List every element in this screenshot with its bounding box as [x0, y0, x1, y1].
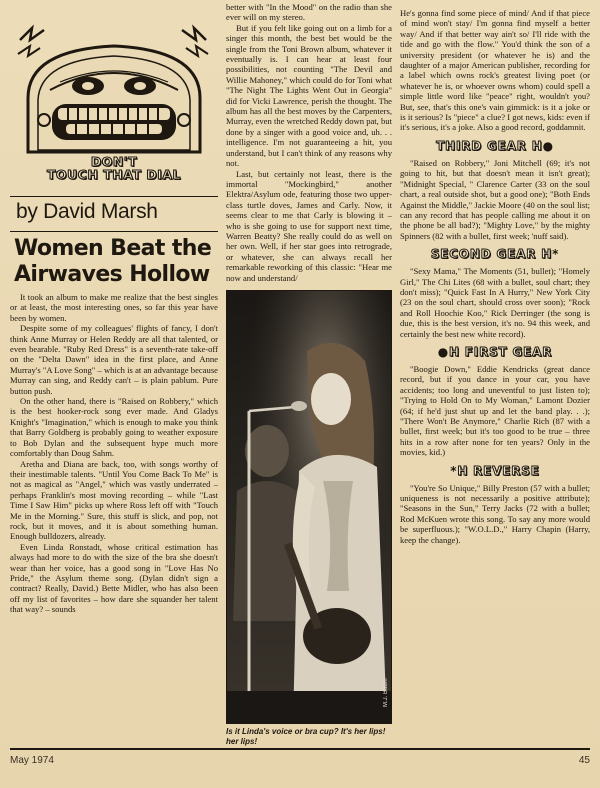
- paragraph: Even Linda Ronstadt, whose critical estimation has always had more to do with the size of the bra she doesn't wear than her voice, has a good song in "Love Has No Pride," the Asylum theme song. (Dylan didn't sign a contract? Really, David.) Bette Midler, who has also been off my list of favorites – how dare she squander her talent that way? – sounds: [10, 541, 218, 615]
- section-text-first-gear: "Boogie Down," Eddie Kendricks (great dance record, but if you dance in your car, you have accidents; too long and uneventful to just listen to); "Trying to Hold On to My Woman," Lamont Dozier (64; if he'd just shut up and let the band play. . .); "There Won't Be Anymore," Charlie Rich (87 with a bullet, first week; but it's too good to be true – three hits in a row after none for ten years? Only in the movies, kid.): [400, 363, 590, 458]
- issue-date: May 1974: [10, 755, 54, 766]
- paragraph: He's gonna find some piece of mind/ And if that piece of mind won't stay/ I'm gonna find myself a better way/ And if that better way ain't so/ I'll ride with the tide and go with the flow." You'd think the son of a university president (or whatever he is) and the daughter of a major American publisher, recording for a label which owns rock's greatest living poet (or whatever he is, or whoever owns whom) could spell a simple little word like "peace" right, wouldn't you? But, see, that's this one's vain gimmick: is it a joke or is it serious? Is "piece" a clue? I got news, kids: even if it's serious, it's a joke. Also a good record, goddamnit.: [400, 8, 590, 133]
- tv-face-logo-icon: [10, 20, 218, 155]
- photo-caption: Is it Linda's voice or bra cup? It's her lips! her lips!: [226, 727, 386, 746]
- section-text-second-gear: "Sexy Mama," The Moments (51, bullet); "Homely Girl," The Chi Lites (68 with a bullet, soul chart; they don't miss); "Quick Fast In A Hurry," New York City (23 on the soul chart, should cross over soon); "Rock and Roll Hoochie Koo," Rick Derringer (the song is due, this is the best version, it's no. 94 this week, and certainly the best new white record).: [400, 266, 590, 339]
- headline-line2: Airwaves Hollow: [14, 262, 210, 287]
- headline-line1: Women Beat the: [14, 236, 212, 261]
- paragraph: Aretha and Diana are back, too, with songs worthy of their inestimable talents. "Until You Come Back To Me" is not as magical as "Angel," which was vastly underrated – perhaps Franklin's most moving recording – while "Last Time I Saw Him" picks up where Ross left off with "Touch Me in the Morning." Sure, this stuff is slick, and pop, not rock, but it moves, and it is about something human. Enough bulldozers, already.: [10, 458, 218, 542]
- column-three-text: [400, 8, 590, 545]
- byline-bottom-rule: [10, 231, 218, 232]
- section-heading-reverse: *H REVERSE: [450, 463, 540, 478]
- singer-photo-image-icon: [227, 291, 392, 724]
- paragraph: But if you felt like going out on a limb for a singer this month, the best bet would be the single from the Toni Brown album, whatever it eventually is. I can hear at least four possibilities, not counting "The Devil and Willie Mahoney," which could do for Toni what "The Night The Lights Went Out in Georgia" did for Vicki Lawrence, perish the thought. The album has all the best moves by the Carpenters, Murray, even the wretched Reddy down pat, but done by a singer with a good voice and, uh. . . intelligence. I'm not guaranteeing a hit, you understand, but I can't think of any reasons why not.: [226, 22, 392, 169]
- page-number: 45: [578, 755, 590, 766]
- byline: by David Marsh: [16, 200, 158, 223]
- singer-photo: [226, 290, 392, 724]
- section-heading-second-gear: SECOND GEAR H*: [430, 247, 560, 262]
- article-headline: [14, 236, 218, 288]
- column-two-text: [226, 2, 392, 283]
- column-one-text: [10, 292, 218, 615]
- paragraph: Despite some of my colleagues' flights of fancy, I don't think Anne Murray or Helen Reddy are all that talented, or even bearable. "Ruby Red Dress" is a seventh-rate take-off on the "Delta Dawn" idea in the first place, and Anne Murray's "A Love Song" – which is at an advantage because Murray can sing, and Reddy can't – is plain pablum. Pure button push.: [10, 323, 218, 396]
- paragraph: better with "In the Mood" on the radio than she ever will on my stereo.: [226, 2, 392, 23]
- section-text-third-gear: "Raised on Robbery," Joni Mitchell (69; it's not going to hit, but that doesn't mean it isn't great); "Midnight Special, " Clarence Carter (33 on the soul chart, a real outside shot, but a good one); "Both Ends Against the Middle," Jackie Moore (40 on the soul list; can any record that has people calling me about it on the phone be all bad?); "Mighty Love," by the mighty Spinners (82 with a bullet, first week; 'nuff said).: [400, 157, 590, 241]
- paragraph: It took an album to make me realize that the best singles or at least, the most interesting ones, so far this year have been by women.: [10, 292, 218, 323]
- section-heading-first-gear: ●H FIRST GEAR: [437, 344, 553, 359]
- footer-rule: [10, 748, 590, 750]
- byline-top-rule: [10, 196, 218, 197]
- photo-credit: M.J. Baum: [383, 678, 389, 708]
- column-title-line2: TOUCH THAT DIAL: [46, 167, 182, 182]
- paragraph: On the other hand, there is "Raised on Robbery," which is the best hooker-rock song ever made. And Gladys Knight's "Imagination," which is enough to make you think that Barry Goldberg is probably going to weather exposure to Bob Dylan and the subsequent hype much more comfortably than Doug Sahm.: [10, 396, 218, 459]
- section-heading-third-gear: THIRD GEAR H●: [436, 138, 554, 153]
- column-title-line1: DON'T: [90, 154, 138, 169]
- paragraph: Last, but certainly not least, there is the immortal "Mockingbird," another Elektra/Asylum ode, featuring those two upper-class turtle doves, James and Carly. Now, it seems clear to me that Carly is blowing it – who is she going to use for support next time, Warren Beatty? She really could do as well on her own. Well, if her star goes into retrograde, or whatever, she can always recall her remarkable reworking of this classic: "Hear me now and understand/: [226, 168, 392, 283]
- column-title: [10, 155, 218, 181]
- section-text-reverse: "You're So Unique," Billy Preston (57 with a bullet; uniqueness is not necessarily a positive attribute); "Seasons in the Sun," Terry Jacks (72 with a bullet; Rod McKuen wrote this song. To say any more would be superfluous.); "W.O.L.D.," Harry Chapin (Harry, keep the change).: [400, 482, 590, 545]
